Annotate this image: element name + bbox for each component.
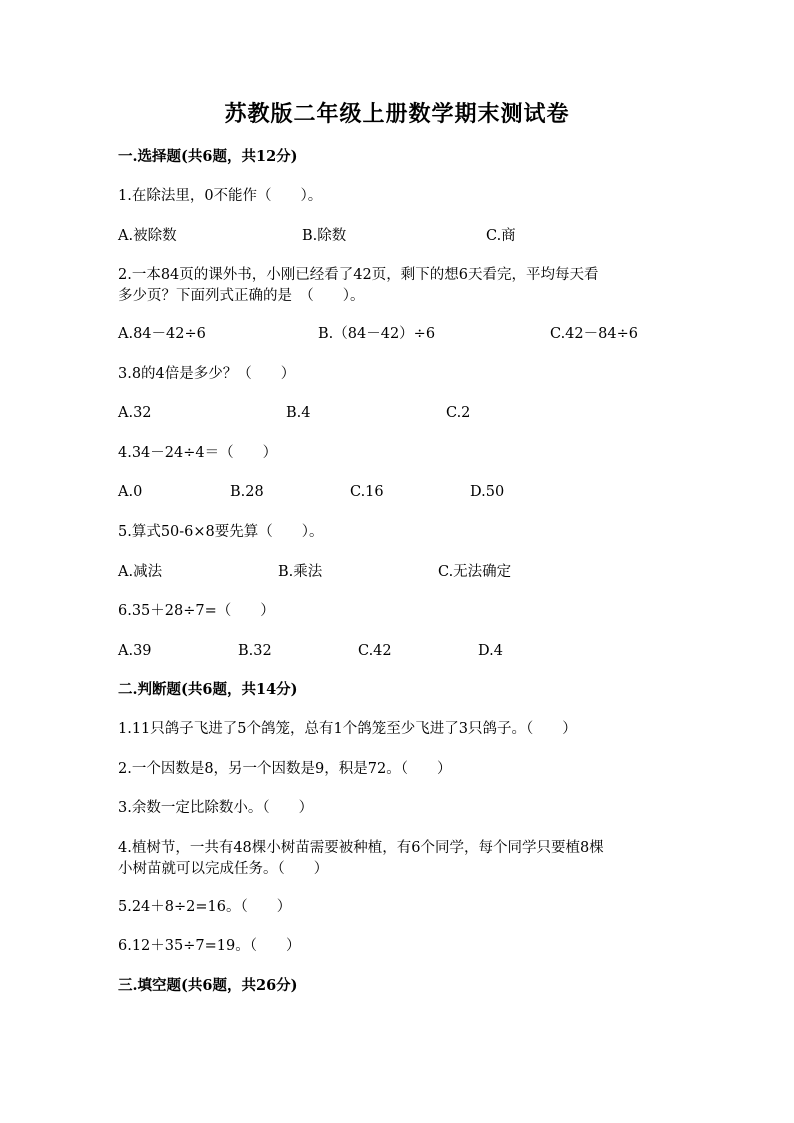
option-b: B.除数: [302, 228, 347, 244]
question-text: 1.在除法里，0不能作（ ）。: [118, 188, 323, 204]
option-d: D.4: [478, 643, 503, 659]
section-heading-judgement: 二.判断题(共6题，共14分): [118, 681, 298, 698]
option-a: A.0: [118, 484, 143, 500]
option-a: A.减法: [118, 564, 163, 580]
question-text: 5.24＋8÷2=16。（ ）: [118, 899, 292, 915]
option-a: A.39: [118, 643, 152, 659]
page-title: 苏教版二年级上册数学期末测试卷: [224, 101, 570, 127]
section-heading-fill-in: 三.填空题(共6题，共26分): [118, 977, 298, 994]
question-text: 1.11只鸽子飞进了5个鸽笼，总有1个鸽笼至少飞进了3只鸽子。（ ）: [118, 721, 577, 737]
option-b: B.32: [238, 643, 272, 659]
question-text-line1: 2.一本84页的课外书，小刚已经看了42页，剩下的想6天看完，平均每天看: [118, 267, 599, 283]
question-text: 6.35＋28÷7=（ ）: [118, 603, 275, 619]
option-a: A.被除数: [118, 228, 177, 244]
option-b: B.（84－42）÷6: [318, 326, 436, 342]
section-heading-choice: 一.选择题(共6题，共12分): [118, 148, 298, 165]
option-d: D.50: [470, 484, 505, 500]
option-c: C.16: [350, 484, 384, 500]
question-text: 5.算式50-6×8要先算（ ）。: [118, 524, 324, 540]
question-text-line1: 4.植树节，一共有48棵小树苗需要被种植，有6个同学，每个同学只要植8棵: [118, 840, 604, 856]
option-b: B.4: [286, 405, 311, 421]
question-text: 3.8的4倍是多少？（ ）: [118, 366, 296, 382]
question-text-line2: 多少页？下面列式正确的是 （ ）。: [118, 288, 365, 304]
question-text-line2: 小树苗就可以完成任务。（ ）: [118, 861, 329, 877]
question-text: 6.12＋35÷7=19。（ ）: [118, 938, 301, 954]
option-c: C.42－84÷6: [550, 326, 638, 342]
question-text: 3.余数一定比除数小。（ ）: [118, 800, 314, 816]
option-a: A.84－42÷6: [118, 326, 206, 342]
option-b: B.乘法: [278, 564, 323, 580]
question-text: 4.34－24÷4＝（ ）: [118, 445, 278, 461]
option-c: C.商: [486, 228, 516, 244]
question-text: 2.一个因数是8，另一个因数是9，积是72。（ ）: [118, 761, 452, 777]
option-c: C.2: [446, 405, 471, 421]
option-c: C.42: [358, 643, 392, 659]
option-a: A.32: [118, 405, 152, 421]
option-b: B.28: [230, 484, 264, 500]
option-c: C.无法确定: [438, 564, 512, 580]
